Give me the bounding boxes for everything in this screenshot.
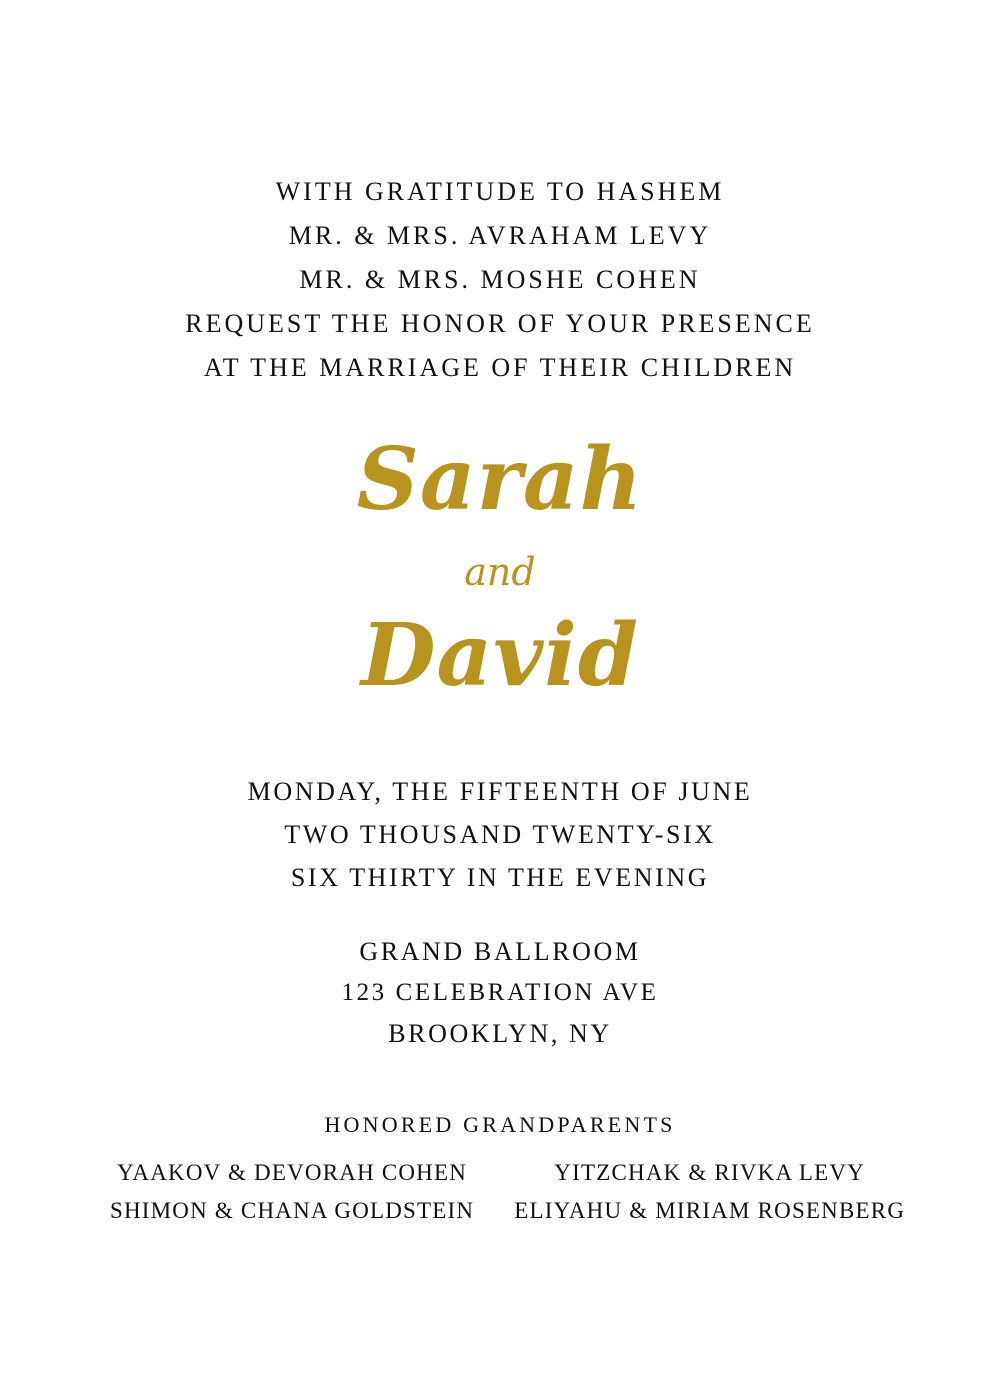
intro-line: AT THE MARRIAGE OF THEIR CHILDREN — [203, 353, 797, 382]
list-item: YAAKOV & DEVORAH COHEN — [117, 1160, 468, 1185]
grandparents-title: HONORED GRANDPARENTS — [324, 1112, 676, 1137]
intro-line: MR. & MRS. MOSHE COHEN — [299, 265, 701, 294]
grandparents-list — [110, 1160, 906, 1224]
venue-city: BROOKLYN, NY — [388, 1019, 612, 1048]
names-joiner: and — [464, 550, 536, 594]
intro-line: REQUEST THE HONOR OF YOUR PRESENCE — [185, 309, 815, 338]
bride-name: Sarah — [356, 429, 644, 530]
invitation-intro — [185, 170, 815, 390]
grandparents-section — [100, 1112, 906, 1224]
couple-names — [356, 429, 644, 706]
venue-name: GRAND BALLROOM — [359, 937, 641, 966]
list-item: SHIMON & CHANA GOLDSTEIN — [110, 1198, 475, 1223]
groom-name: David — [360, 605, 640, 706]
date-line: MONDAY, THE FIFTEENTH OF JUNE — [247, 777, 753, 806]
intro-line: WITH GRATITUDE TO HASHEM — [275, 177, 725, 206]
venue-street: 123 CELEBRATION AVE — [341, 979, 659, 1006]
event-date — [248, 770, 753, 899]
date-line: TWO THOUSAND TWENTY-SIX — [284, 820, 716, 849]
list-item: ELIYAHU & MIRIAM ROSENBERG — [514, 1198, 906, 1223]
list-item: YITZCHAK & RIVKA LEVY — [554, 1160, 866, 1185]
intro-line: MR. & MRS. AVRAHAM LEVY — [288, 221, 712, 250]
event-venue — [341, 931, 658, 1054]
date-line: SIX THIRTY IN THE EVENING — [290, 863, 710, 892]
